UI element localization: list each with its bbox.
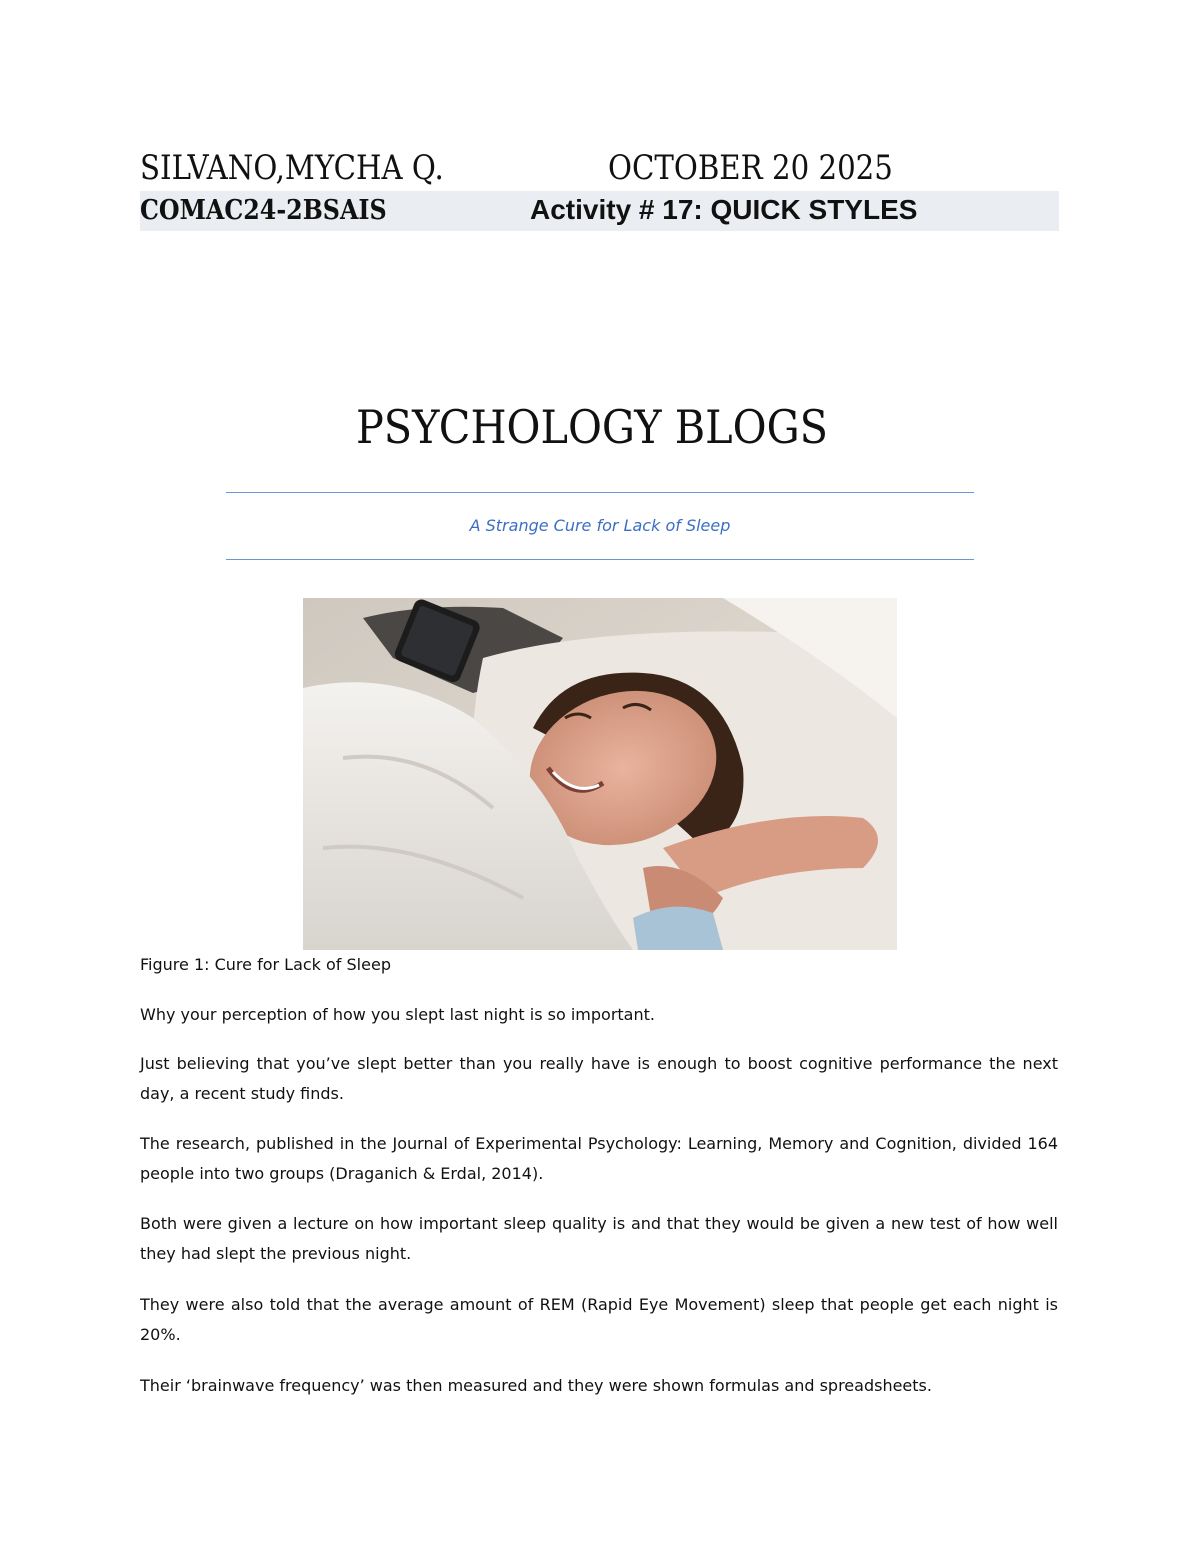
header-name: SILVANO,MYCHA Q. (140, 148, 444, 188)
paragraph-5: They were also told that the average amount of REM (Rapid Eye Movement) sleep that people get each night is 20%. (140, 1295, 1058, 1344)
figure-caption: Figure 1: Cure for Lack of Sleep (140, 955, 391, 974)
paragraph-4: Both were given a lecture on how important sleep quality is and that they would be given a new test of how well they had slept the previous night. (140, 1214, 1058, 1263)
header-course: COMAC24-2BSAIS (140, 195, 387, 226)
subtitle-rule-bottom (226, 559, 974, 560)
subtitle-rule-top (226, 492, 974, 493)
paragraph-1: Why your perception of how you slept last night is so important. (140, 1005, 655, 1024)
header-activity: Activity # 17: QUICK STYLES (530, 194, 918, 225)
document-title: PSYCHOLOGY BLOGS (355, 400, 829, 454)
paragraph-3: The research, published in the Journal of Experimental Psychology: Learning, Memory and Cognition, divided 164 people into two groups (Draganich & Erdal, 2014). (140, 1134, 1058, 1183)
document-subtitle: A Strange Cure for Lack of Sleep (469, 516, 731, 535)
paragraph-2: Just believing that you’ve slept better than you really have is enough to boost cognitive performance the next day, a recent study finds. (140, 1054, 1058, 1103)
header-date: OCTOBER 20 2025 (608, 148, 893, 188)
paragraph-6: Their ‘brainwave frequency’ was then measured and they were shown formulas and spreadsheets. (140, 1376, 932, 1395)
figure-photo (303, 598, 897, 950)
